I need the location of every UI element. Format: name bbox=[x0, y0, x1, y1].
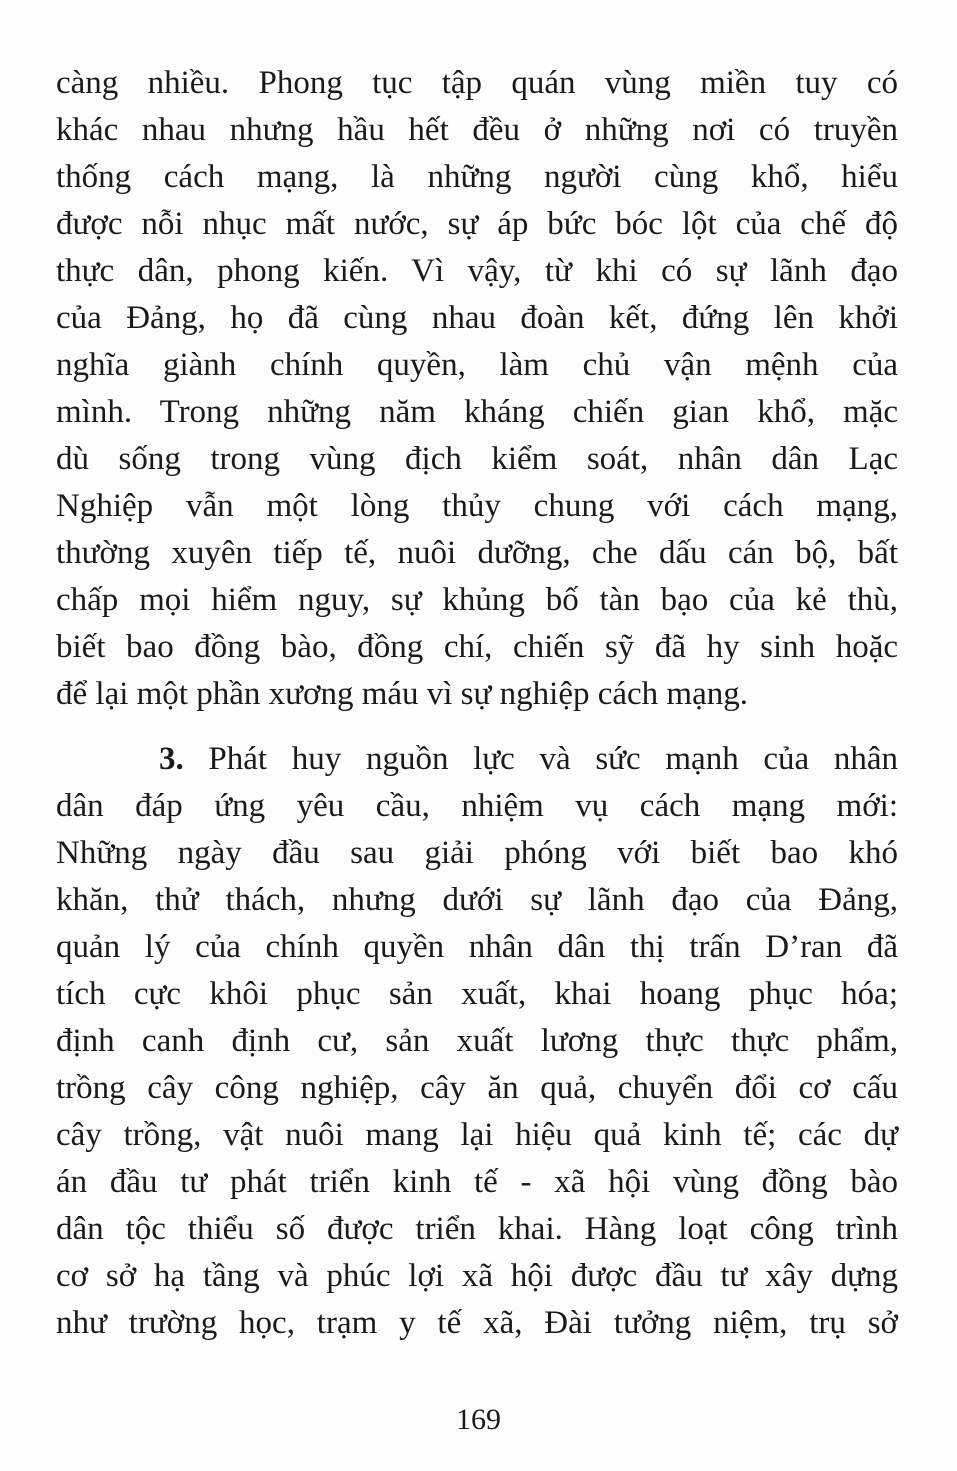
text-line: tích cực khôi phục sản xuất, khai hoang phục hóa; bbox=[56, 976, 898, 1012]
text-line: dân đáp ứng yêu cầu, nhiệm vụ cách mạng mới: bbox=[56, 788, 898, 824]
text-line: càng nhiều. Phong tục tập quán vùng miền tuy có bbox=[56, 65, 898, 101]
text-line: thống cách mạng, là những người cùng khổ, hiểu bbox=[56, 159, 898, 195]
text-line: quản lý của chính quyền nhân dân thị trấn D’ran đã bbox=[56, 929, 898, 965]
section-number: 3. bbox=[159, 741, 184, 777]
text-line: như trường học, trạm y tế xã, Đài tưởng niệm, trụ sở bbox=[56, 1305, 898, 1341]
text-line: thường xuyên tiếp tế, nuôi dưỡng, che dấu cán bộ, bất bbox=[56, 535, 898, 571]
text-line: dù sống trong vùng địch kiểm soát, nhân dân Lạc bbox=[56, 441, 898, 477]
text-line: Những ngày đầu sau giải phóng với biết bao khó bbox=[56, 835, 898, 871]
paragraph-2 bbox=[56, 736, 898, 1347]
section-heading-text: Phát huy nguồn lực và sức mạnh của nhân bbox=[183, 741, 898, 777]
paragraph-1 bbox=[56, 60, 898, 718]
page-number: 169 bbox=[456, 1403, 501, 1436]
paragraph-spacer bbox=[56, 718, 898, 736]
text-line: để lại một phần xương máu vì sự nghiệp cách mạng. bbox=[56, 676, 748, 712]
text-line: của Đảng, họ đã cùng nhau đoàn kết, đứng lên khởi bbox=[56, 300, 898, 336]
text-line: khác nhau nhưng hầu hết đều ở những nơi có truyền bbox=[56, 112, 898, 148]
text-line: dân tộc thiểu số được triển khai. Hàng loạt công trình bbox=[56, 1211, 898, 1247]
text-line: trồng cây công nghiệp, cây ăn quả, chuyển đổi cơ cấu bbox=[56, 1070, 898, 1106]
body-text bbox=[56, 60, 898, 1347]
text-line: nghĩa giành chính quyền, làm chủ vận mệnh của bbox=[56, 347, 898, 383]
text-line: biết bao đồng bào, đồng chí, chiến sỹ đã hy sinh hoặc bbox=[56, 629, 898, 665]
paragraph-2-first-line bbox=[56, 736, 898, 783]
text-line: được nỗi nhục mất nước, sự áp bức bóc lột của chế độ bbox=[56, 206, 898, 242]
text-line: thực dân, phong kiến. Vì vậy, từ khi có sự lãnh đạo bbox=[56, 253, 898, 289]
text-line: khăn, thử thách, nhưng dưới sự lãnh đạo của Đảng, bbox=[56, 882, 898, 918]
text-line: định canh định cư, sản xuất lương thực thực phẩm, bbox=[56, 1023, 898, 1059]
text-line: mình. Trong những năm kháng chiến gian khổ, mặc bbox=[56, 394, 898, 430]
text-line: cây trồng, vật nuôi mang lại hiệu quả kinh tế; các dự bbox=[56, 1117, 898, 1153]
text-line: chấp mọi hiểm nguy, sự khủng bố tàn bạo của kẻ thù, bbox=[56, 582, 898, 618]
text-line: Nghiệp vẫn một lòng thủy chung với cách mạng, bbox=[56, 488, 898, 524]
text-line: cơ sở hạ tầng và phúc lợi xã hội được đầu tư xây dựng bbox=[56, 1258, 898, 1294]
text-line: án đầu tư phát triển kinh tế - xã hội vùng đồng bào bbox=[56, 1164, 898, 1200]
